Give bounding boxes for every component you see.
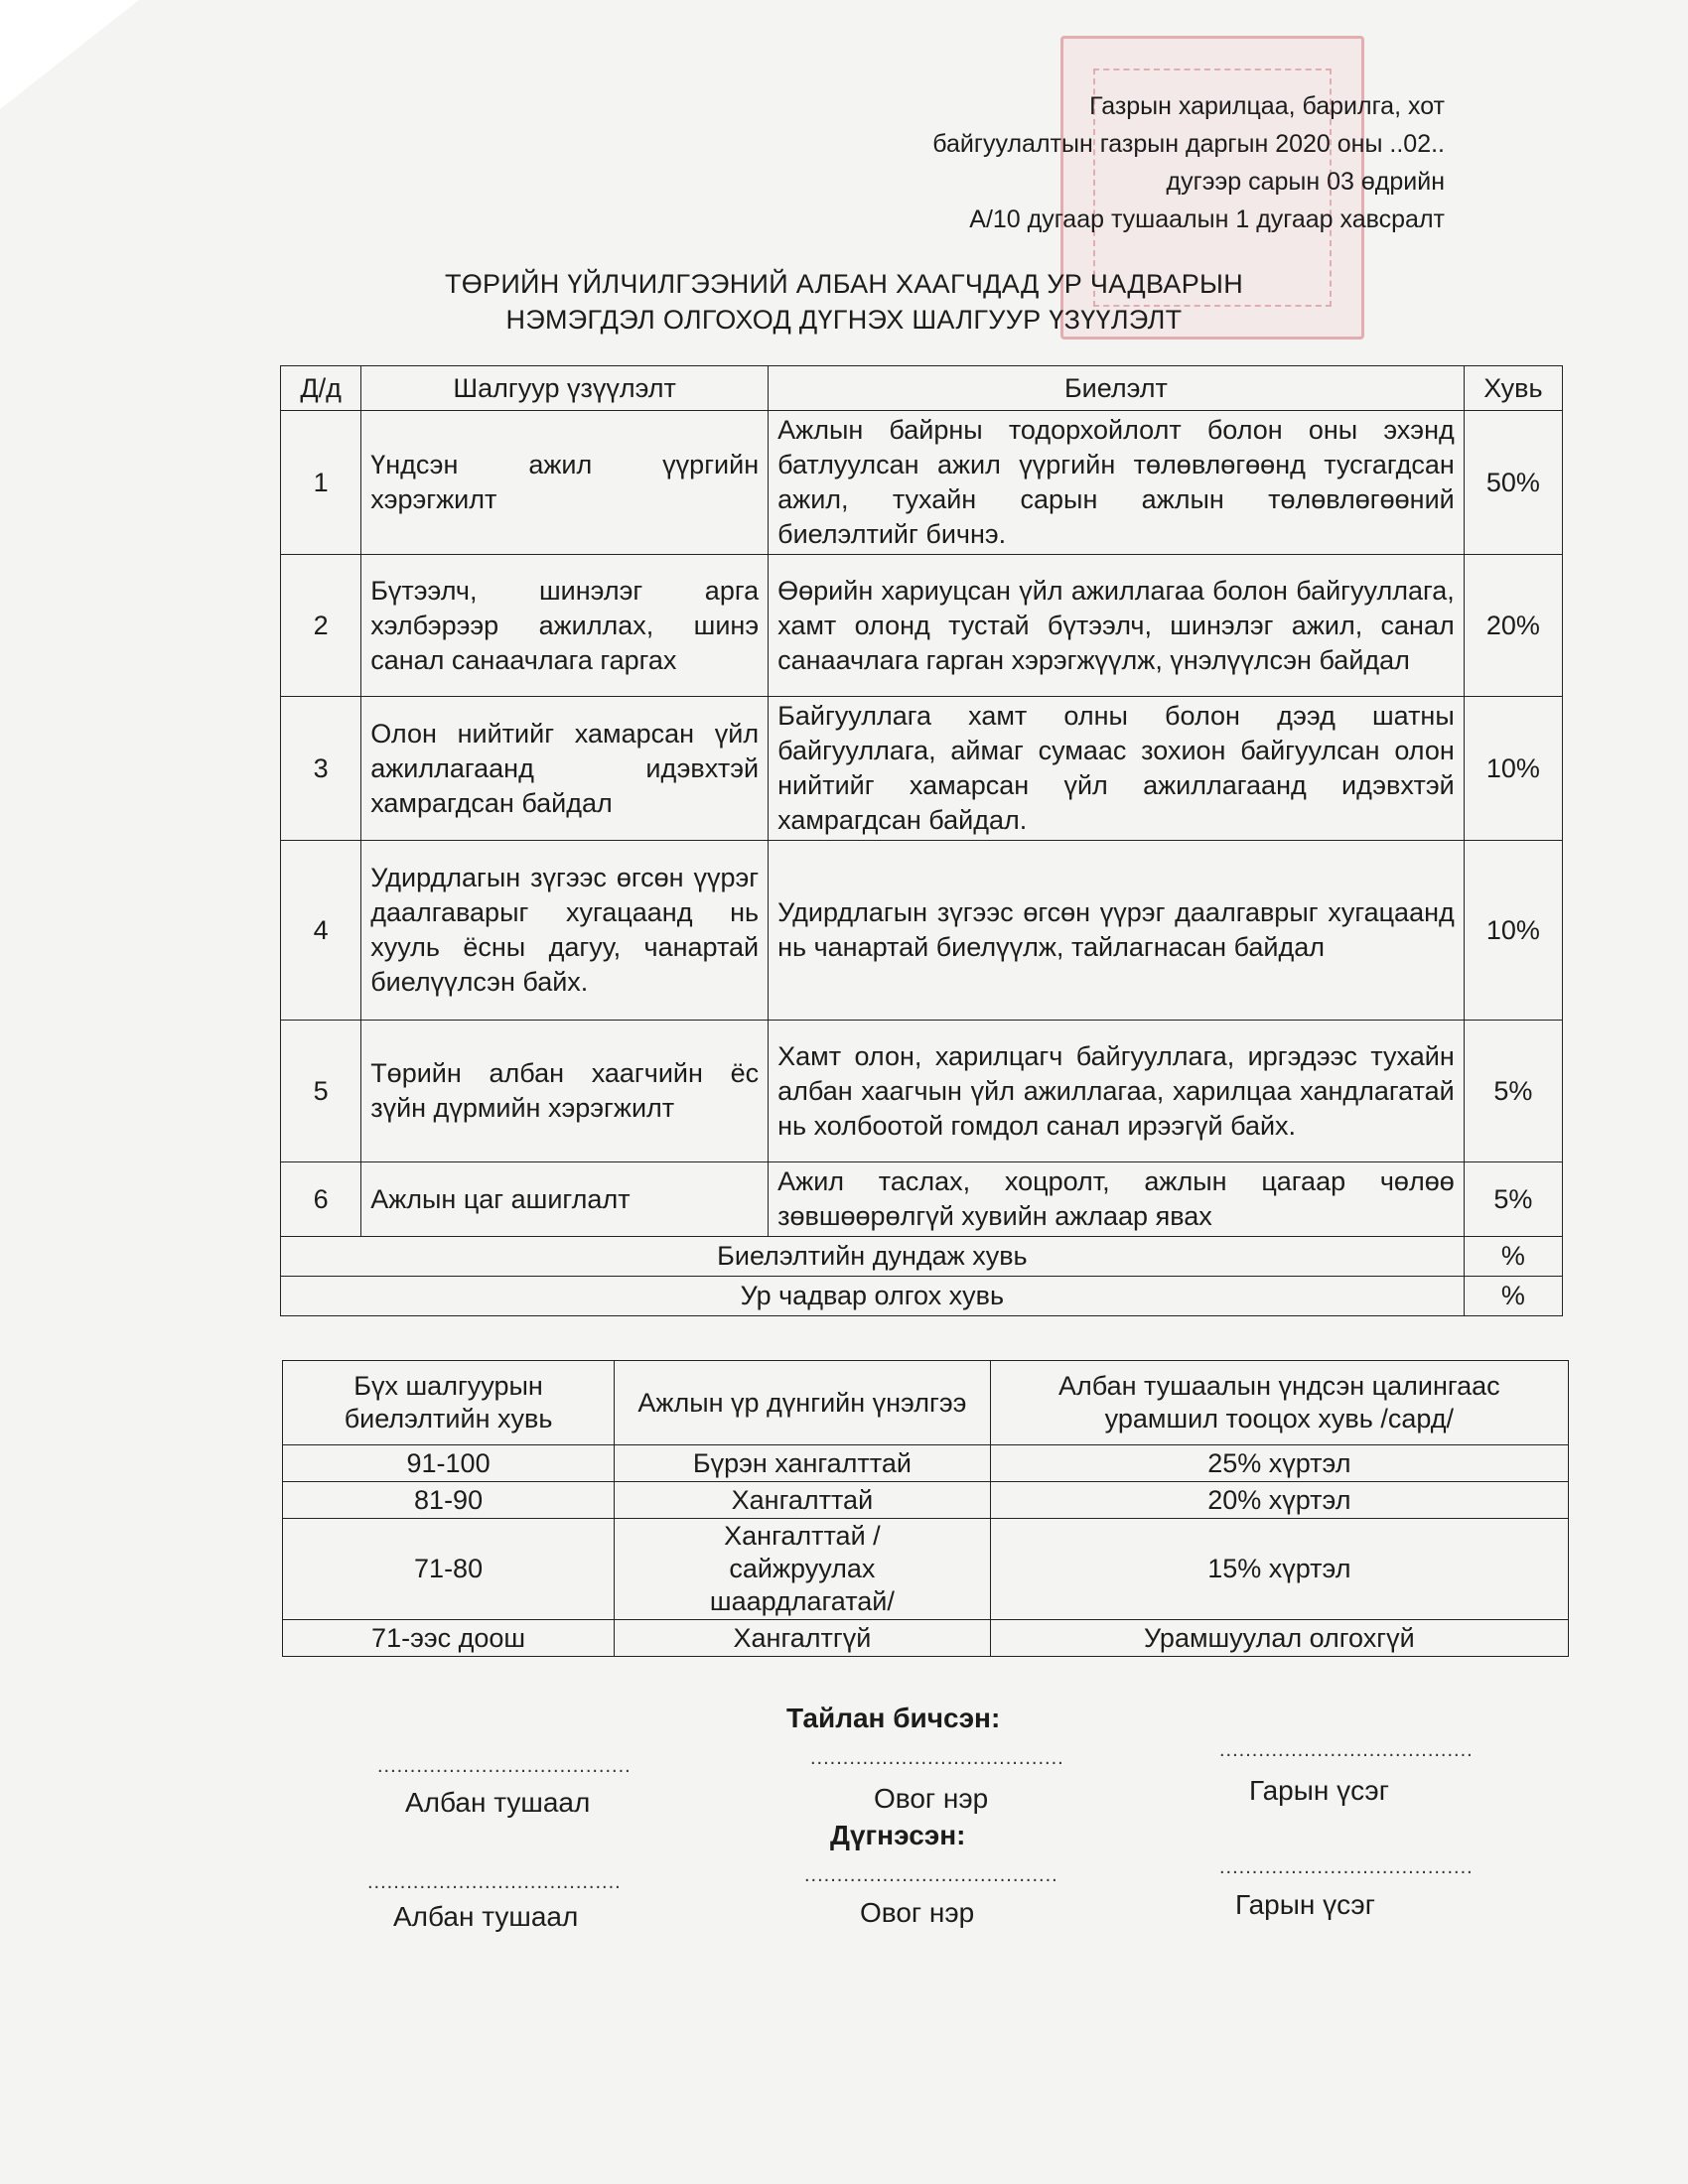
annex-line-4: А/10 дугаар тушаалын 1 дугаар хавсралт [969, 205, 1445, 233]
name-label: Овог нэр [860, 1897, 975, 1928]
name-dots: ....................................... [810, 1747, 1064, 1769]
row-criterion: Төрийн албан хаагчийн ёс зүйн дүрмийн хэрэгжилт [361, 1021, 769, 1162]
row-criterion: Олон нийтийг хамарсан үйл ажиллагаанд идэвхтэй хамрагдсан байдал [361, 697, 769, 841]
position-label: Албан тушаал [393, 1901, 579, 1932]
table-row [283, 1482, 1569, 1519]
document-title [298, 266, 1390, 338]
position-dots: ....................................... [377, 1755, 632, 1777]
title-line-1: ТӨРИЙН ҮЙЛЧИЛГЭЭНИЙ АЛБАН ХААГЧДАД УР ЧАДВАРЫН [444, 269, 1244, 299]
summary-value: % [1464, 1237, 1562, 1277]
row-percent: 10% [1464, 697, 1562, 841]
row-percent: 10% [1464, 841, 1562, 1021]
header-percent: Хувь [1464, 366, 1562, 411]
row-percent: 5% [1464, 1162, 1562, 1237]
header-bonus: Албан тушаалын үндсэн цалингаас урамшил тооцох хувь /сард/ [990, 1361, 1568, 1445]
grade-rating: Хангалттай [615, 1482, 991, 1519]
row-performance: Өөрийн хариуцсан үйл ажиллагаа болон байгууллага, хамт олонд тустай бүтээлч, шинэлэг ажил, санал санаачлага гарган хэрэгжүүлж, үнэлүүлсэн байдал [769, 555, 1465, 697]
grades-table [282, 1360, 1569, 1657]
grade-range: 71-ээс доош [283, 1620, 615, 1657]
header-range: Бүх шалгуурын биелэлтийн хувь [283, 1361, 615, 1445]
table-row [281, 1021, 1563, 1162]
row-no: 4 [281, 841, 361, 1021]
signature-dots: ....................................... [1219, 1739, 1474, 1761]
row-performance: Ажлын байрны тодорхойлолт болон оны эхэнд батлуулсан ажил үүргийн төлөвлөгөөнд тусгагдсан ажил, тухайн сарын ажлын төлөвлөгөөний биелэлтийг бичнэ. [769, 411, 1465, 555]
annex-line-3: дугээр сарын 03 өдрийн [1166, 168, 1445, 196]
row-criterion: Ажлын цаг ашиглалт [361, 1162, 769, 1237]
header-no: Д/д [281, 366, 361, 411]
summary-label: Ур чадвар олгох хувь [281, 1277, 1465, 1316]
header-performance: Биелэлт [769, 366, 1465, 411]
grade-bonus: 25% хүртэл [990, 1445, 1568, 1482]
row-no: 1 [281, 411, 361, 555]
annex-note [730, 87, 1445, 238]
grades-header-row [283, 1361, 1569, 1445]
name-label: Овог нэр [874, 1783, 989, 1814]
position-label: Албан тушаал [405, 1787, 591, 1818]
table-row [281, 841, 1563, 1021]
grade-bonus: Урамшуулал олгохгүй [990, 1620, 1568, 1657]
row-percent: 50% [1464, 411, 1562, 555]
row-no: 3 [281, 697, 361, 841]
folded-corner [0, 0, 139, 109]
signature-label: Гарын үсэг [1249, 1775, 1389, 1806]
grade-range: 71-80 [283, 1519, 615, 1620]
signature-label: Гарын үсэг [1235, 1889, 1375, 1920]
table-row [283, 1519, 1569, 1620]
evaluated-title: Дүгнэсэн: [830, 1820, 966, 1850]
row-criterion: Удирдлагын зүгээс өгсөн үүрэг даалгаварыг хугацаанд нь хууль ёсны дагуу, чанартай биелүүлсэн байх. [361, 841, 769, 1021]
header-rating: Ажлын үр дүнгийн үнэлгээ [615, 1361, 991, 1445]
summary-label: Биелэлтийн дундаж хувь [281, 1237, 1465, 1277]
row-performance: Ажил таслах, хоцролт, ажлын цагаар чөлөө зөвшөөрөлгүй хувийн ажлаар явах [769, 1162, 1465, 1237]
annex-line-1: Газрын харилцаа, барилга, хот [1089, 92, 1445, 120]
row-performance: Хамт олон, харилцагч байгууллага, иргэдээс тухайн албан хаагчын үйл ажиллагаа, харилцаа хандлагатай нь холбоотой гомдол санал ирээгүй байх. [769, 1021, 1465, 1162]
row-no: 2 [281, 555, 361, 697]
summary-value: % [1464, 1277, 1562, 1316]
grade-bonus: 20% хүртэл [990, 1482, 1568, 1519]
table-row [283, 1445, 1569, 1482]
row-no: 6 [281, 1162, 361, 1237]
row-criterion: Үндсэн ажил үүргийн хэрэгжилт [361, 411, 769, 555]
position-dots: ....................................... [367, 1871, 622, 1893]
criteria-table [280, 365, 1563, 1316]
table-row [281, 411, 1563, 555]
row-criterion: Бүтээлч, шинэлэг арга хэлбэрээр ажиллах, шинэ санал санаачлага гаргах [361, 555, 769, 697]
grade-rating: Хангалттай /сайжруулах шаардлагатай/ [615, 1519, 991, 1620]
reported-title: Тайлан бичсэн: [786, 1703, 1001, 1733]
criteria-header-row [281, 366, 1563, 411]
summary-row-skill [281, 1277, 1563, 1316]
row-percent: 20% [1464, 555, 1562, 697]
header-criterion: Шалгуур үзүүлэлт [361, 366, 769, 411]
table-row [283, 1620, 1569, 1657]
row-percent: 5% [1464, 1021, 1562, 1162]
grade-rating: Хангалтгүй [615, 1620, 991, 1657]
row-performance: Байгууллага хамт олны болон дээд шатны байгууллага, аймаг сумаас зохион байгуулсан олон нийтийг хамарсан үйл ажиллагаанд идэвхтэй хамрагдсан байдал. [769, 697, 1465, 841]
row-performance: Удирдлагын зүгээс өгсөн үүрэг даалгаврыг хугацаанд нь чанартай биелүүлж, тайлагнасан байдал [769, 841, 1465, 1021]
name-dots: ....................................... [804, 1864, 1058, 1886]
table-row [281, 697, 1563, 841]
title-line-2: НЭМЭГДЭЛ ОЛГОХОД ДҮГНЭХ ШАЛГУУР ҮЗҮҮЛЭЛТ [505, 305, 1183, 335]
annex-line-2: байгуулалтын газрын даргын 2020 оны ..02.. [932, 130, 1445, 158]
grade-bonus: 15% хүртэл [990, 1519, 1568, 1620]
table-row [281, 555, 1563, 697]
grade-range: 81-90 [283, 1482, 615, 1519]
table-row [281, 1162, 1563, 1237]
row-no: 5 [281, 1021, 361, 1162]
grade-rating: Бүрэн хангалттай [615, 1445, 991, 1482]
signature-dots: ....................................... [1219, 1856, 1474, 1878]
summary-row-average [281, 1237, 1563, 1277]
grade-range: 91-100 [283, 1445, 615, 1482]
